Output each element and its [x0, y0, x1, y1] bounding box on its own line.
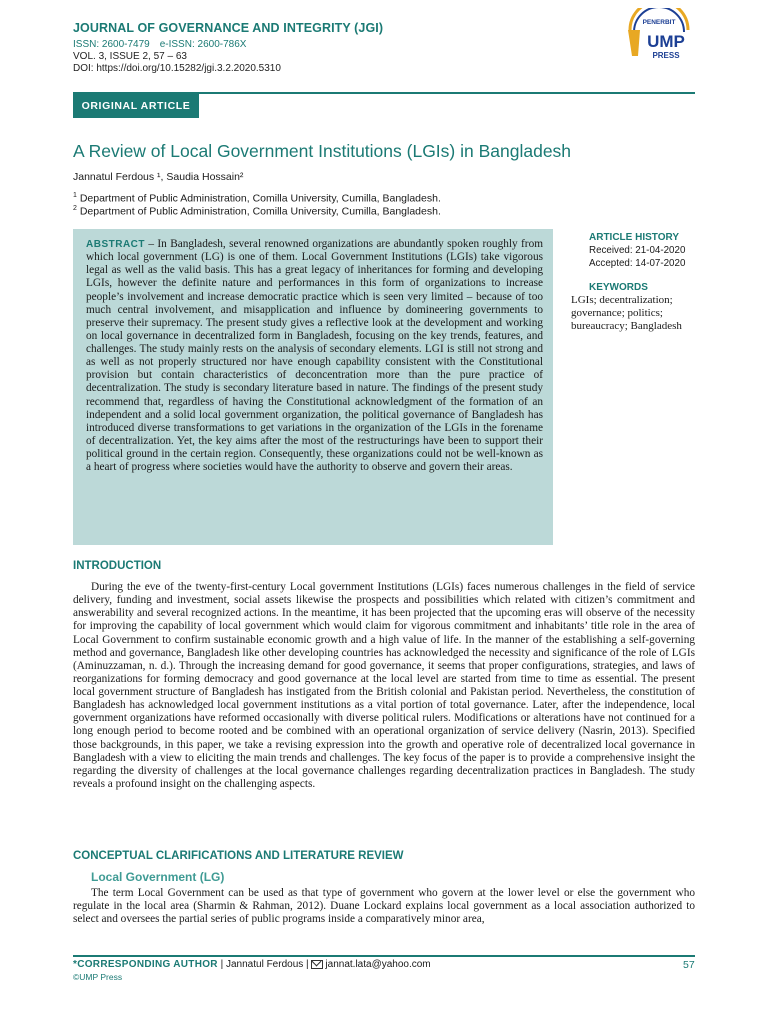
- journal-title: JOURNAL OF GOVERNANCE AND INTEGRITY (JGI): [73, 21, 384, 35]
- local-government-paragraph: The term Local Government can be used as that type of government who govern at the lower level or else the government who regulate in the local area (Sharmin & Rahman, 2012). Duane Lockard explains local government as a local association authorized to select and oversees the partial series of public programs inside a comparatively minor area,: [73, 887, 695, 926]
- affiliation-2: [73, 205, 441, 218]
- abstract-box: [73, 229, 553, 545]
- article-type-badge: ORIGINAL ARTICLE: [73, 94, 199, 118]
- ump-press-logo: [620, 8, 698, 64]
- corresponding-author-name: Jannatul Ferdous: [225, 959, 304, 970]
- abstract-label: ABSTRACT: [86, 239, 145, 250]
- introduction-heading: INTRODUCTION: [73, 560, 162, 572]
- issn-line: [73, 39, 246, 50]
- abstract-dash: –: [145, 238, 158, 250]
- concept-heading: CONCEPTUAL CLARIFICATIONS AND LITERATURE REVIEW: [73, 850, 404, 862]
- logo-bottom-text: PRESS: [652, 51, 680, 60]
- volume-info: VOL. 3, ISSUE 2, 57 – 63: [73, 51, 187, 62]
- footer-divider: [73, 955, 695, 957]
- affiliation-marker: 1: [73, 192, 77, 199]
- introduction-paragraph: During the eve of the twenty-first-century Local government Institutions (LGIs) faces numerous challenges in the field of service delivery, funding and investment, social assets likewise the prospects and possibilities which related with citizen’s commitment and answerability and several recognized actions. In the meantime, it has been projected that the upcoming eras will observe of the necessity for improving the capability of local government which would claim for vigorous commitment and inhabitants’ title role in the area of Local Government to confirm sustainable economic growth and a high value of life. In the manner of the establishing a self-governing method and governance, Bangladesh like other developing countries has acknowledged the necessity and significance of the role of LGIs (Aminuzzaman, n. d.). Through the increasing demand for good governance, it seems that proper configurations, strategies, and laws of reorganizations for forming democracy and good governance at the local level are started from time to time as essential. The present local government structure of Bangladesh has instigated from the British colonial and Pakistan period. Nevertheless, the constitution of Bangladesh has acknowledged local government institutions as a vital portion of total governance. Later, after the independence, local government organizations have reformed occasionally with diverse political rulers. Modifications or alterations have not continued for a long enough period to become rooted and be combined with an operational organization of service delivery (Nasrin, 2013). Specified those backgrounds, in this paper, we take a revising expression into the growth and operative role of decentralized local governance in Bangladesh with a view to eliciting the main trends and challenges. The key focus of the paper is to provide a comprehensive insight the regarding the diversity of challenges at the local governance challenges regarding decentralization practices in Bangladesh. The study reveals a profound insight on the challenging aspects.: [73, 581, 695, 790]
- corresponding-author-label: *CORRESPONDING AUTHOR: [73, 959, 218, 970]
- local-government-subheading: Local Government (LG): [91, 870, 225, 884]
- footer-separator: |: [217, 959, 226, 970]
- affiliation-marker: 2: [73, 205, 77, 212]
- footer-separator: |: [303, 959, 312, 970]
- eissn: e-ISSN: 2600-786X: [159, 39, 247, 50]
- logo-main-text: UMP: [647, 32, 685, 51]
- mail-icon: [311, 960, 323, 969]
- abstract-text: In Bangladesh, several renowned organizations are abundantly spoken roughly from which local government (LG) is one of them. Local Government Institutions (LGIs) take vigorous legal as well as the valid basis. This has a great legacy of inheritances for forming and developing LGIs, however the definite nature and performances in this form of organizations to increase people’s involvement and increase democratic practice which is seen very limited – because of too much central involvement, and misapplication and influence by domineering governments to preserve their supremacy. The present study gives a reflective look at the development and working on local governance in decentralized form in Bangladesh, focusing on the key trends, features, and challenges. The study mainly rests on the analysis of secondary elements. LGI is still not strong and as well as not properly structured nor have enough capability consistent with the Constitutional provision but contain characteristics of deconcentration more than the pure practice of decentralization. The study is secondary literature based in nature. The findings of the present study recommend that, regardless of having the Constitutional acknowledgment of the formation of an independent and a solid local government organization, the political governance of Bangladesh has introduced diverse transformations to get variations in the organization of the LGIs in the forename of decentralization. Yet, the key aims after the most of the restructurings have been to support their political ground in the certain region. Consequently, these organizations could not be well-known as a heart of progress where societies would have the authority to observe and govern their areas.: [86, 238, 544, 474]
- affiliation-text: Department of Public Administration, Comilla University, Cumilla, Bangladesh.: [79, 205, 441, 218]
- accepted-date: Accepted: 14-07-2020: [589, 258, 686, 269]
- affiliation-text: Department of Public Administration, Comilla University, Cumilla, Bangladesh.: [79, 192, 441, 205]
- paper-title: A Review of Local Government Institutions (LGIs) in Bangladesh: [73, 141, 572, 161]
- keywords-heading: KEYWORDS: [589, 282, 648, 293]
- copyright-notice: ©UMP Press: [73, 972, 123, 982]
- affiliation-1: [73, 192, 441, 205]
- doi-link[interactable]: DOI: https://doi.org/10.15282/jgi.3.2.2020.5310: [73, 63, 281, 74]
- corresponding-author-line: [73, 959, 431, 970]
- received-date: Received: 21-04-2020: [589, 245, 686, 256]
- keywords-list: LGIs; decentralization; governance; politics; bureaucracy; Bangladesh: [571, 294, 682, 332]
- page-number: 57: [683, 959, 695, 971]
- logo-top-text: PENERBIT: [642, 19, 676, 26]
- article-history-heading: ARTICLE HISTORY: [589, 232, 680, 243]
- corresponding-email[interactable]: jannat.lata@yahoo.com: [325, 959, 431, 970]
- author-list: Jannatul Ferdous ¹, Saudia Hossain²: [73, 171, 244, 183]
- abstract-paragraph: [86, 238, 543, 474]
- issn: ISSN: 2600-7479: [73, 39, 150, 50]
